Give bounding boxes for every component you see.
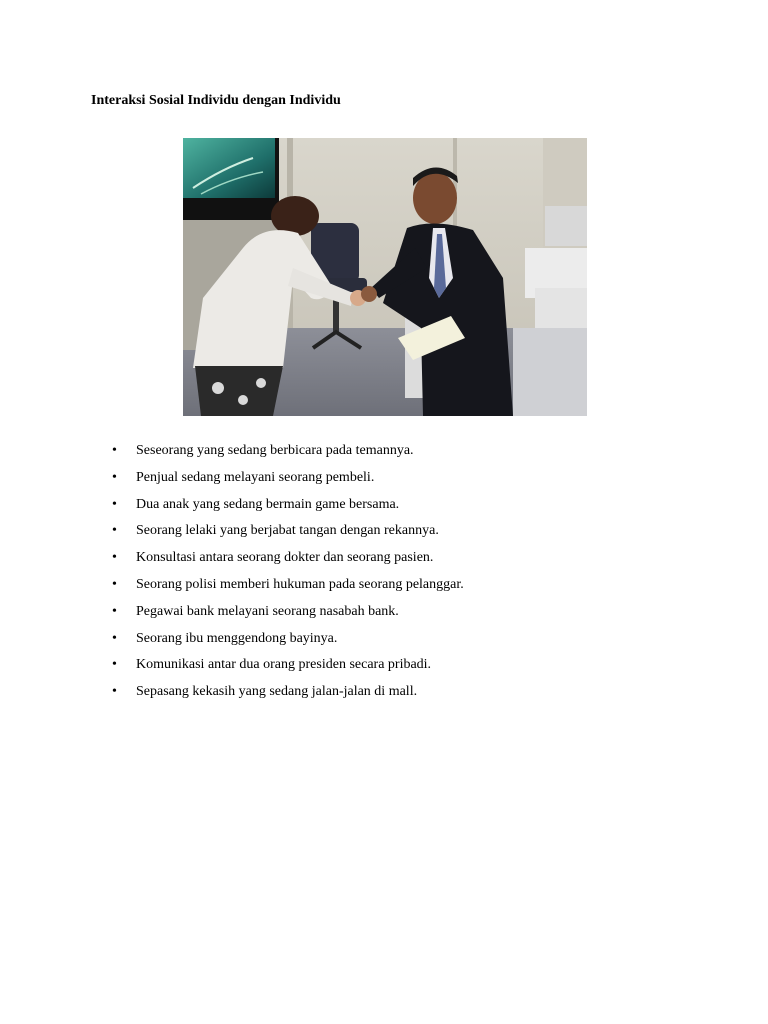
list-item-text: Penjual sedang melayani seorang pembeli. <box>136 469 375 485</box>
list-item-text: Seseorang yang sedang berbicara pada temannya. <box>136 443 414 458</box>
bullet-icon: • <box>112 603 117 619</box>
list-item-text: Seorang polisi memberi hukuman pada seorang pelanggar. <box>136 576 464 592</box>
handshake-photo <box>183 138 587 416</box>
list-item <box>0 682 768 709</box>
bullet-icon: • <box>112 443 117 458</box>
list-item <box>0 495 768 522</box>
list-item-text: Komunikasi antar dua orang presiden secara pribadi. <box>136 657 432 673</box>
list-item <box>0 602 768 629</box>
list-item <box>0 521 768 548</box>
bullet-icon: • <box>112 684 117 700</box>
list-item <box>0 655 768 682</box>
list-item <box>0 548 768 575</box>
list-item <box>0 441 768 468</box>
bullet-icon: • <box>112 657 117 673</box>
list-item-text: Seorang lelaki yang berjabat tangan dengan rekannya. <box>136 523 439 539</box>
bullet-icon: • <box>112 630 117 646</box>
list-item <box>0 575 768 602</box>
list-item <box>0 468 768 495</box>
bullet-icon: • <box>112 550 117 566</box>
bullet-icon: • <box>112 496 117 512</box>
list-item <box>0 629 768 656</box>
list-item-text: Seorang ibu menggendong bayinya. <box>136 630 338 646</box>
list-item-text: Konsultasi antara seorang dokter dan seorang pasien. <box>136 550 434 566</box>
bullet-icon: • <box>112 576 117 592</box>
document-title: Interaksi Sosial Individu dengan Individu <box>91 93 341 108</box>
list-item-text: Dua anak yang sedang bermain game bersama. <box>136 496 400 512</box>
bullet-icon: • <box>112 523 117 539</box>
list-item-text: Pegawai bank melayani seorang nasabah bank. <box>136 603 399 619</box>
interaction-list <box>0 441 768 709</box>
bullet-icon: • <box>112 469 117 485</box>
list-item-text: Sepasang kekasih yang sedang jalan-jalan di mall. <box>136 684 418 700</box>
